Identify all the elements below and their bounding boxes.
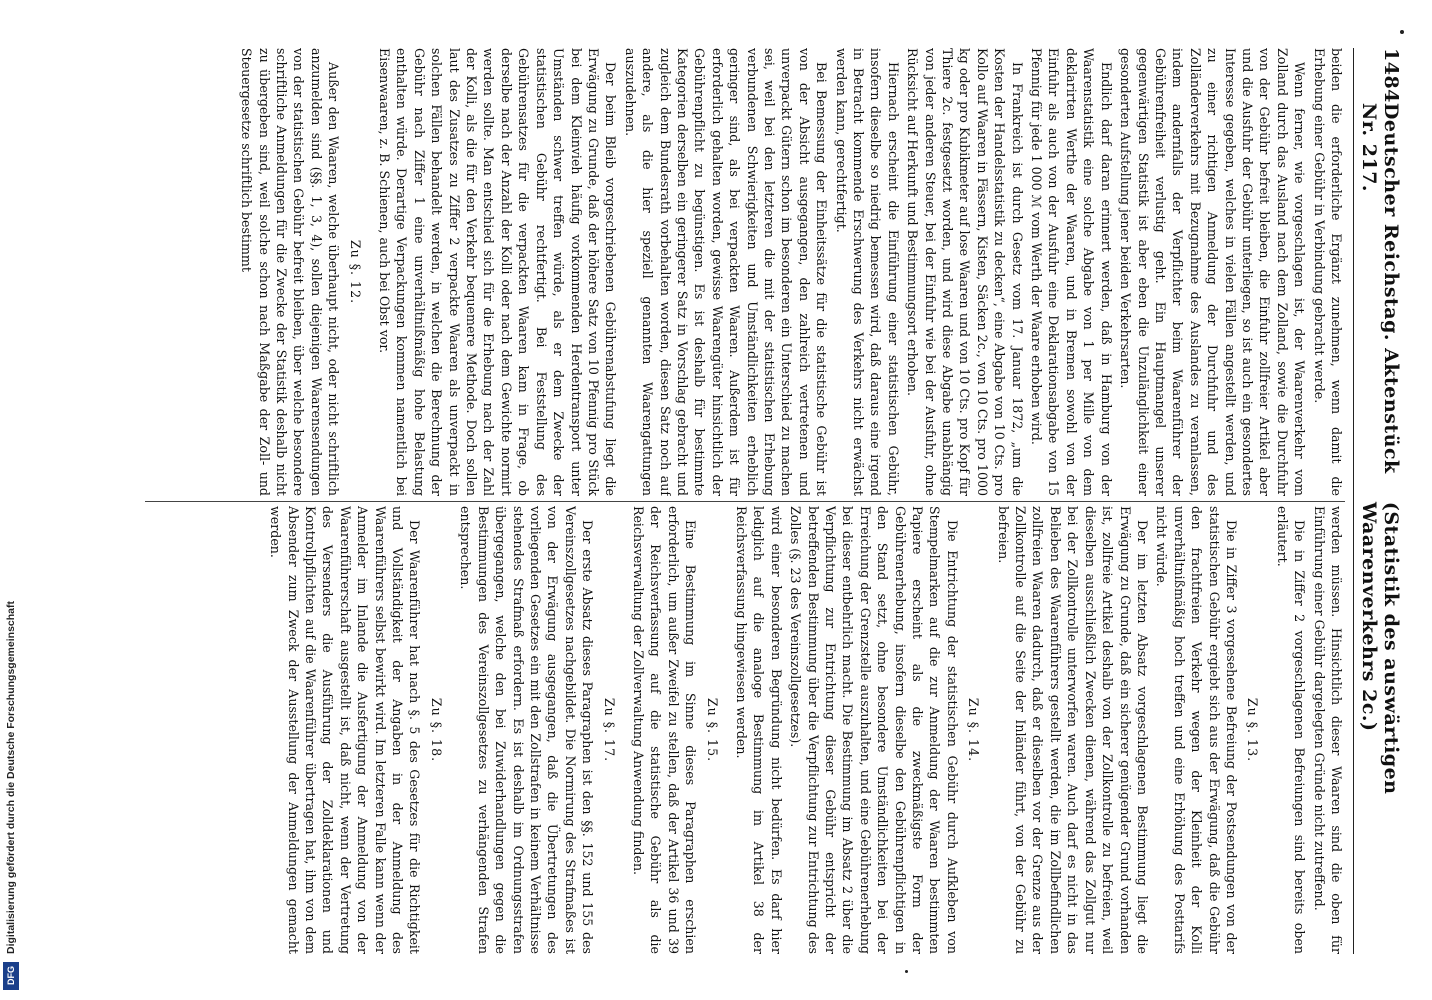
column-divider (145, 501, 1345, 502)
paragraph: Hiernach erscheint die Einführung einer statistischen Gebühr, insofern dieselbe so niedrig bemessen wird, daß daraus eine irgend in Betracht kommende Erschwerung des Verkehrs nicht erwächst werden kann, gerechtfertigt. (833, 48, 901, 496)
right-column (145, 506, 1345, 954)
paragraph: beiden die erforderliche Ergänzt zunehmen, wenn damit die Erhebung einer Gebühr in Verbindung gebracht werde. (1311, 48, 1344, 496)
section-heading-18: Zu §. 18. (428, 697, 444, 763)
paragraph: Die in Ziffer 3 vorgesehene Befreiung der Postsendungen von der statistischen Gebühr ergiebt sich aus der Erwägung, daß die Gebühr den frachtfreien Verkehr wegen der Kleinheit der Kolli unverhältnißmäßig hoch treffen und eine Erhöhung des Posttarifs nicht würde. (1154, 506, 1239, 954)
paragraph: Der beim Bleib vorgeschriebenen Gebührenabstufung liegt die Erwägung zu Grunde, daß der höhere Satz von 10 Pfennig pro Stück bei dem Kleinvieh häufig vorkommenden Herdentransport unter Umständen schwer treffen würde, als er dem Zwecke der statistischen Gebühr rechtfertigt. Bei Feststellung des Gebührensatzes für die verpackten Waaren kam in Frage, ob derselbe nach der Anzahl der Kolli oder nach dem Gewichte normirt werden sollte. Man entschied sich für die Erhebung nach der Zahl der Kolli, als die für den Verkehr bequemere Methode. Doch sollen laut des Zusatzes zu Ziffer 2 verpackte Waaren als unverpackt in solchen Fällen behandelt werden, in welchen die Berechnung der Gebühr nach Ziffer 1 eine unverhältnißmäßig hohe Belastung enthalten würde. Derartige Verpackungen kommen namentlich bei Eisenwaaren, z. B. Schienen, auch bei Obst vor. (377, 48, 619, 496)
dfg-logo-icon: DFG (3, 962, 19, 990)
paragraph: Endlich darf daran erinnert werden, daß in Hamburg von der Waarenstatistik eine solche Abgabe von 1 per Mille von dem deklarirten Werthe der Waaren, und in Bremen sowohl von der Einfuhr als auch von der Ausfuhr eine Deklarationsabgabe von 15 Pfennig für jede 1 000 ℳ vom Werth der Waare erhoben wird. (1029, 48, 1114, 496)
digitization-credit (0, 0, 22, 1000)
paragraph: In Frankreich ist durch Gesetz vom 17. Januar 1872, „um die Kosten der Handelsstatistik zu decken“, eine Abgabe von 10 Cts. pro Kollo auf Waaren in Fässern, Kisten, Säcken 2c., von 10 Cts. pro 1000 kg oder pro Kubikmeter auf lose Waaren und von 10 Cts. pro Kopf für Thiere 2c. festgesetzt worden, und wird diese Abgabe unabhängig von jeder anderen Steuer, bei der Einfuhr wie bei der Ausfuhr, ohne Rücksicht auf Herkunft und Bestimmungsort erhoben. (905, 48, 1025, 496)
paragraph: werden müssen. Hinsichtlich dieser Waaren sind die oben für Einführung einer Gebühr dargelegten Gründe nicht zutreffend. (1311, 506, 1344, 954)
paragraph: Außer den Waaren, welche überhaupt nicht, oder nicht schriftlich anzumelden sind (§§. 1, 3, 4), sollen diejenigen Waarensendungen von der statistischen Gebühr befreit bleiben, über welche besondere schriftliche Anmeldungen für die Zwecke der Statistik deshalb nicht zu übergeben sind, weil solche schon nach Maßgabe der Zoll- und Steuergesetze schriftlich bestimmt (239, 48, 342, 496)
paragraph: Der im letzten Absatz vorgeschlagenen Bestimmung liegt die Erwägung zu Grunde, daß ein sicherer genügender Grund vorhanden ist, zollfreie Artikel deshalb von der Zollkontrolle zu befreien, weil dieselben ausschließlich Zwecken dienen, während das Zollgut nur bei der Zollkontrolle unterworfen waren. Auch darf es nicht in das Belieben des Waarenführers gestellt werden, die im Zollbefindlichen zollfreien Waaren dadurch, daß er dieselben vor der Grenze aus der Zollkontrolle auf die Seite der Inländer führt, von der Gebühr zu befreien. (995, 506, 1150, 954)
text-columns (145, 48, 1345, 954)
section-heading-14: Zu §. 14. (966, 697, 982, 763)
paragraph: Eine Bestimmung im Sinne dieses Paragraphen erschien erforderlich, um außer Zweifel zu stellen, daß der Artikel 36 und 39 der Reichsverfassung auf die statistische Gebühr als die Reichsverwaltung der Zollverwaltung Anwendung finden. (630, 506, 699, 954)
paragraph: Die Entrichtung der statistischen Gebühr durch Aufkleben von Stempelmarken auf die zur Anmeldung der Waaren bestimmten Papiere erscheint als die zweckmäßigste Form der Gebührenerhebung, insofern dieselbe den Gebührenpflichtigen in den Stand setzt, ohne besondere Umständlichkeiten bei der Erreichung der Grenzstelle auszuhalten, und eine Gebührenerhebung bei dieser entbehrlich macht. Die Bestimmung im Absatz 2 über die Verpflichtung zur Entrichtung dieser Gebühr entspricht der betreffenden Bestimmung über die Verpflichtung zur Entrichtung des Zolles (§. 23 des Vereinszollgesetzes). (788, 506, 960, 954)
running-head (1353, 48, 1402, 954)
ink-speck (905, 970, 908, 973)
scanned-page (126, 22, 1416, 982)
credit-text: Digitalisierung gefördert durch die Deutsche Forschungsgemeinschaft (5, 601, 17, 954)
paragraph: Der Waarenführer hat nach §. 5 des Gesetzes für die Richtigkeit und Vollständigkeit der Angaben in der Anmeldung des Waarenführers selbst bewirkt wird. Im letzteren Falle kann wenn der Anmelder im Inlande die Ausfertigung der Anmeldung von der Waarenführerschaft ausgestellt ist, daß nicht, wenn der Vertretung des Versenders die Ausführung der Zolldeklarationen und Kontrollpflichten auf die Waarenführer übertragen hat, ihm von dem Absender zum Zweck der Ausstellung der Anmeldungen gemacht werden. (268, 506, 423, 954)
section-heading-17: Zu §. 17. (601, 697, 617, 763)
section-heading-15: Zu §. 15. (704, 697, 720, 763)
header-subject: (Statistik des auswärtigen Waarenverkehrs 2c.) (1358, 501, 1402, 795)
left-column (145, 48, 1345, 496)
section-heading-12: Zu §. 12. (347, 239, 363, 305)
paragraph: Der erste Absatz dieses Paragraphen ist den §§. 152 und 155 des Vereinszollgesetzes nachgebildet. Die Normirung des Strafmaßes ist von der Erwägung ausgegangen, daß die Übertretungen des vorliegenden Gesetzes ein mit den Zollstrafen in keinem Verhältnisse stehendes Strafmaß erfordern. Es ist deshalb im Ordnungsstrafen übergegangen, welche den bei Zuwiderhandlungen gegen die Bestimmungen des Vereinszollgesetzes zu verhängenden Strafen entsprechen. (458, 506, 596, 954)
paragraph: Bei Bemessung der Einheitssätze für die statistische Gebühr ist von der Absicht ausgegangen, den zahlreich vertretenen und unverpackt Gütern schon im besonderen ein Unterschied zu machen sei, weil bei den letzteren die mit der statistischen Erhebung verbundenen Schwierigkeiten und Umständlichkeiten erheblich geringer sind, als bei verpackten Waaren. Außerdem ist für erforderlich gehalten worden, gewisse Waarengüter hinsichtlich der Gebührenpflicht zu begünstigen. Es ist deshalb für bestimmte Kategorien derselben ein geringerer Satz in Vorschlag gebracht und zugleich dem Bundesrath vorbehalten worden, diesen Satz noch auf andere, als die hier speziell genannten Waarengattungen auszudehnen. (622, 48, 830, 496)
page-number: 1484 (1380, 48, 1402, 103)
paragraph: wird einer besonderen Begründung nicht bedürfen. Es darf hier lediglich auf die analoge Bestimmung im Artikel 38 der Reichsverfassung hingewiesen werden. (734, 506, 784, 954)
ink-speck (1400, 30, 1404, 34)
paragraph: Die in Ziffer 2 vorgeschlagenen Befreiungen sind bereits oben erläutert. (1274, 506, 1308, 954)
section-heading-13: Zu §. 13. (1245, 697, 1261, 763)
header-title: Deutscher Reichstag. Aktenstück Nr. 217. (1358, 102, 1402, 474)
paragraph: Wenn ferner, wie vorgeschlagen ist, der Waarenverkehr vom Zolland durch das Ausland nach dem Zolland, sowie die Durchfuhr von der Gebühr befreit bleiben, die Einfuhr zollfreier Artikel aber und die Ausfuhr der Gebühr unterliegen, so ist auch ein gesondertes Interesse gegeben, welches in vielen Fällen angestellt werden, und zu einer richtigen Anmeldung der Durchfuhr und des Zolländerverkehrs mit Bezugnahme des Auslandes zu veranlassen, indem andernfalls der Verpflichter beim Waarenführer der Gebührenfreiheit verlustig geht. Ein Hauptmangel unserer gegenwärtigen Statistik ist aber eben die Unzulänglichkeit einer gesonderten Aufstellung jener beiden Verkehrsarten. (1118, 48, 1308, 496)
